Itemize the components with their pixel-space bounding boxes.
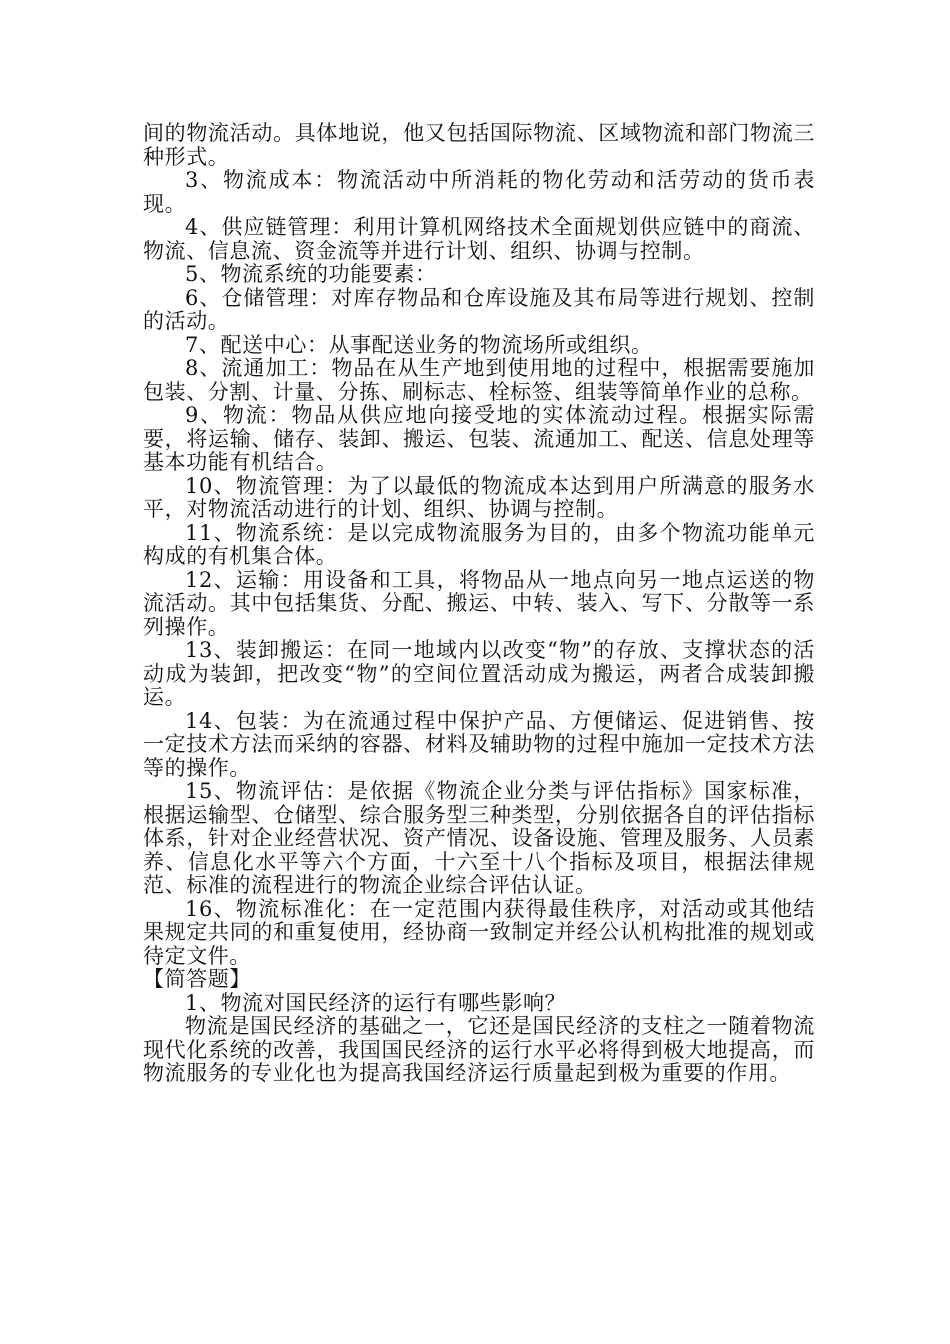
paragraph-evaluation: 15、物流评估：是依据《物流企业分类与评估指标》国家标准，根据运输型、仓储型、综合服务型三种类型，分别依据各自的评估指标体系，针对企业经营状况、资产情况、设备设施、管理及服务、人员素养、信息化水平等六个方面，十六至十八个指标及项目，根据法律规范、标准的流程进行的物流企业综合评估认证。 — [143, 779, 815, 897]
paragraph-logistics: 9、物流：物品从供应地向接受地的实体流动过程。根据实际需要，将运输、储存、装卸、搬运、包装、流通加工、配送、信息处理等基本功能有机结合。 — [143, 403, 815, 474]
answer-1: 物流是国民经济的基础之一，它还是国民经济的支柱之一随着物流现代化系统的改善，我国国民经济的运行水平必将得到极大地提高，而物流服务的专业化也为提高我国经济运行质量起到极为重要的作用。 — [143, 1014, 815, 1085]
paragraph-transport: 12、运输：用设备和工具，将物品从一地点向另一地点运送的物流活动。其中包括集货、分配、搬运、中转、装入、写下、分散等一系列操作。 — [143, 567, 815, 639]
section-heading: 【简答题】 — [143, 967, 251, 991]
paragraph-processing: 8、流通加工：物品在从生产地到使用地的过程中，根据需要施加包装、分割、计量、分拣、刷标志、栓标签、组装等简单作业的总称。 — [143, 356, 815, 404]
document-page — [143, 122, 815, 1086]
paragraph-system-elements: 5、物流系统的功能要素： — [185, 262, 437, 286]
paragraph-supply-chain: 4、供应链管理：利用计算机网络技术全面规划供应链中的商流、物流、信息流、资金流等并进行计划、组织、协调与控制。 — [143, 215, 815, 263]
question-1: 1、物流对国民经济的运行有哪些影响？ — [185, 990, 567, 1015]
paragraph-logistics-cost: 3、物流成本：物流活动中所消耗的物化劳动和活劳动的货币表现。 — [143, 168, 815, 216]
paragraph-logistics-system: 11、物流系统：是以完成物流服务为目的，由多个物流功能单元构成的有机集合体。 — [143, 520, 815, 568]
paragraph-handling: 13、装卸搬运：在同一地域内以改变“物”的存放、支撑状态的活动成为装卸，把改变“物”的空间位置活动成为搬运，两者合成装卸搬运。 — [143, 638, 815, 709]
paragraph-packaging: 14、包装：为在流通过程中保护产品、方便储运、促进销售、按一定技术方法而采纳的容器、材料及辅助物的过程中施加一定技术方法等的操作。 — [143, 708, 815, 780]
paragraph-warehouse: 6、仓储管理：对库存物品和仓库设施及其布局等进行规划、控制的活动。 — [143, 285, 815, 333]
paragraph-logistics-management: 10、物流管理：为了以最低的物流成本达到用户所满意的服务水平，对物流活动进行的计划、组织、协调与控制。 — [143, 473, 815, 521]
paragraph-standardization: 16、物流标准化：在一定范围内获得最佳秩序，对活动或其他结果规定共同的和重复使用，经协商一致制定并经公认机构批准的规划或待定文件。 — [143, 896, 815, 968]
paragraph-intro: 间的物流活动。具体地说，他又包括国际物流、区域物流和部门物流三种形式。 — [143, 121, 815, 169]
paragraph-distribution-center: 7、配送中心：从事配送业务的物流场所或组织。 — [185, 332, 653, 357]
